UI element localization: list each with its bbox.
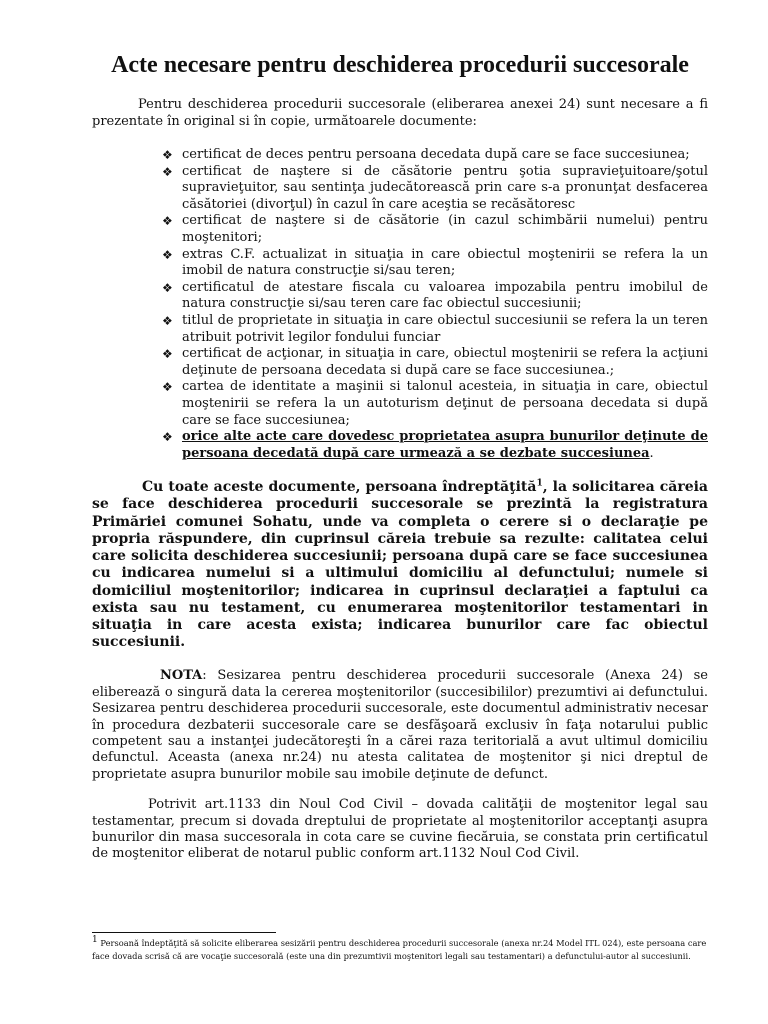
document-page	[92, 52, 708, 863]
emphasized-document: orice alte acte care dovedesc proprietatea asupra bunurilor deţinute de persoana decedată după care urmează a se dezbate succesiunea	[182, 429, 708, 461]
list-item	[162, 379, 708, 429]
list-item	[162, 346, 708, 379]
nota-paragraph	[92, 668, 708, 783]
list-item-text: extras C.F. actualizat in situaţia in care obiectul moştenirii se refera la un imobil de natura construcţie si/sau teren;	[182, 246, 708, 279]
intro-paragraph: Pentru deschiderea procedurii succesorale (eliberarea anexei 24) sunt necesare a fi prezentate în original si în copie, următoarele documente:	[92, 97, 708, 129]
procedure-paragraph-start: Cu toate aceste documente, persoana îndreptăţită	[142, 479, 537, 496]
list-item	[162, 280, 708, 313]
required-documents-list	[162, 147, 708, 462]
list-item	[162, 213, 708, 246]
list-item-text: certificatul de atestare fiscala cu valoarea impozabila pentru imobilul de natura construcţie si/sau teren care fac obiectul succesiunii;	[182, 279, 708, 312]
nota-text: : Sesizarea pentru deschiderea procedurii succesorale (Anexa 24) se eliberează o singură data la cererea moştenitorilor (succesibililor) prezumtivi ai defunctului. Sesizarea pentru deschiderea procedurii succesorale, este documentul administrativ necesar în procedura dezbaterii succesorale care se desfăşoară exclusiv în faţa notarului public competent sau a instanţei judecătoreşti în a cărei raza teritorială a avut ultimul domiciliu defunctul. Aceasta (anexa nr.24) nu atesta calitatea de moştenitor şi nici dreptul de proprietate asupra bunurilor mobile sau imobile deţinute de defunct.	[92, 668, 709, 782]
list-item-text: certificat de deces pentru persoana decedata după care se face succesiunea;	[182, 147, 690, 162]
footnote-text: Persoană îndeptăţită să solicite eliberarea sesizării pentru deschiderea procedurii succesorale (anexa nr.24 Model ITL 024), este persoana care face dovada scrisă că are vocaţie succesorală (este una din prezumtivii moştenitori legali sau testamentari) a defunctului-autor al succesiunii.	[92, 938, 707, 961]
footnote-number: 1	[92, 935, 98, 946]
nota-label: NOTA	[160, 668, 203, 684]
procedure-paragraph	[92, 479, 708, 651]
procedure-paragraph-rest: , la solicitarea căreia se face deschiderea procedurii succesorale se prezintă la registratura Primăriei comunei Sohatu, unde va completa o cerere si o declaraţie pe propria răspundere, din cuprinsul căreia trebuie sa rezulte: calitatea celui care solicita deschiderea succesiunii; persoana după care se face succesiunea cu indicarea numelui si a ultimului domiciliu al defunctului; numele si domiciliul moştenitorilor; indicarea in cuprinsul declaraţiei a faptului ca exista sau nu testament, cu enumerarea moştenitorilor testamentari in situaţia in care acesta exista; indicarea bunurilor care fac obiectul succesiunii.	[92, 479, 708, 651]
diamond-bullet-icon: ❖	[162, 280, 173, 295]
diamond-bullet-icon: ❖	[162, 148, 173, 162]
list-item-text: certificat de acţionar, in situaţia in care, obiectul moştenirii se refera la acţiuni deţinute de persoana decedata si după care se face succesiunea.;	[182, 346, 708, 378]
list-item-text: titlul de proprietate in situaţia in care obiectul succesiunii se refera la un teren atribuit potrivit legilor fondului funciar	[182, 312, 708, 345]
list-item-text: certificat de naştere si de căsătorie (in cazul schimbării numelui) pentru moştenitori;	[182, 213, 708, 245]
footnote	[92, 937, 708, 963]
list-item	[162, 147, 708, 164]
diamond-bullet-icon: ❖	[162, 380, 173, 395]
footnote-divider	[92, 932, 276, 933]
diamond-bullet-icon: ❖	[162, 347, 173, 362]
list-item	[162, 429, 708, 462]
list-item	[162, 164, 708, 214]
diamond-bullet-icon: ❖	[162, 430, 173, 445]
diamond-bullet-icon: ❖	[162, 247, 173, 262]
list-item	[162, 313, 708, 346]
list-item-text: certificat de naştere si de căsătorie pentru şotia supravieţuitoare/şotul supravieţuitor, sau sentinţa judecătorească prin care s-a pronunţat desfacerea căsătoriei (divorţul) în cazul în care aceştia se recăsătoresc	[182, 163, 708, 212]
footnote-reference[interactable]: 1	[536, 478, 543, 489]
list-item-text: cartea de identitate a maşinii si talonul acesteia, in situaţia in care, obiectul moştenirii se refera la un autoturism deţinut de persoana decedata si după care se face succesiunea;	[182, 379, 708, 428]
closing-paragraph: Potrivit art.1133 din Noul Cod Civil – dovada calităţii de moştenitor legal sau testamentar, precum si dovada dreptului de proprietate al moştenitorilor acceptanţi asupra bunurilor din masa succesorala in cota care se cuvine fiecăruia, se constata prin certificatul de moştenitor eliberat de notarul public conform art.1132 Noul Cod Civil.	[92, 797, 708, 862]
list-item-text	[182, 429, 708, 461]
emphasized-document-end: .	[649, 445, 654, 461]
list-item	[162, 247, 708, 280]
diamond-bullet-icon: ❖	[162, 313, 173, 328]
diamond-bullet-icon: ❖	[162, 214, 173, 229]
page-title: Acte necesare pentru deschiderea procedurii succesorale	[111, 52, 689, 78]
diamond-bullet-icon: ❖	[162, 164, 173, 179]
